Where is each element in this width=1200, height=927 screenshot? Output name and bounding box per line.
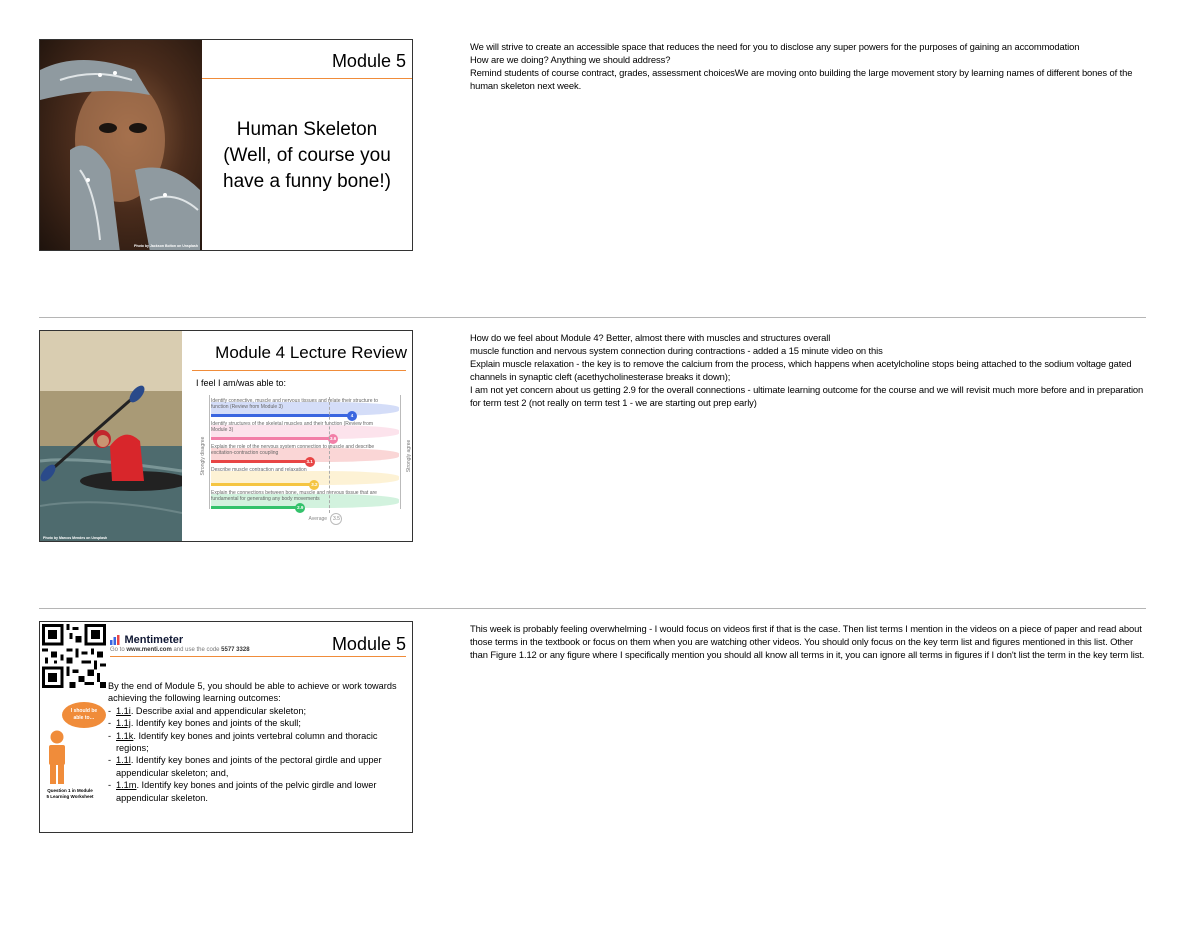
rating-chart	[196, 393, 412, 527]
rating-score-bar	[211, 483, 314, 486]
photo-credit: Photo by Marcos Mendes on Unsplash	[43, 536, 108, 540]
slide-title: Module 4 Lecture Review	[215, 343, 407, 362]
mentimeter-brand: Mentimeter	[124, 633, 184, 646]
section-divider	[39, 317, 1146, 318]
rating-score-dot: 3.2	[309, 480, 319, 490]
kayaker-image	[40, 331, 182, 542]
slide-3-notes	[470, 622, 1146, 661]
notes-line: Explain muscle relaxation - the key is to remove the calcium from the process, which happens when acetylcholine stops being attached to the sodium voltage gated channels in synaptic cleft (acethycholinesterase breaks it down);	[470, 358, 1132, 382]
rating-score-bar	[211, 414, 352, 417]
average-marker-line	[329, 397, 330, 513]
title-underline	[110, 656, 406, 657]
average-value-badge: 3.5	[330, 513, 342, 525]
rating-row	[196, 491, 408, 513]
mentimeter-instruction	[110, 647, 250, 653]
outcome-item	[108, 705, 408, 717]
outcome-code-link[interactable]: 1.1i	[116, 705, 131, 716]
mentimeter-url[interactable]: www.menti.com	[126, 647, 172, 653]
figure-caption: Question 1 in Module 5 Learning Worksheet	[46, 788, 94, 799]
rating-score-dot: 3.6	[328, 434, 338, 444]
rating-row	[196, 468, 408, 490]
title-underline	[202, 78, 412, 79]
slide-1-photo	[40, 40, 202, 251]
rating-item-label: Describe muscle contraction and relaxation	[211, 467, 307, 473]
slide-1-notes	[470, 40, 1146, 92]
outcome-text: . Identify key bones and joints vertebral column and thoracic regions;	[116, 730, 378, 754]
rating-score-bar	[211, 437, 333, 440]
scale-label-right: Strongly agree	[406, 439, 412, 473]
person-icon	[45, 730, 69, 786]
notes-line: I am not yet concern about us getting 2.9 for the overall connections - ultimate learning outcome for the course and we will revisit much more before and in preparation for term test 2 (not really on term test 1 - we are starting out prep early)	[470, 384, 1144, 408]
outcome-code-link[interactable]: 1.1l	[116, 755, 131, 766]
outcome-text: . Identify key bones and joints of the pelvic girdle and lower appendicular skeleton.	[116, 780, 377, 803]
rating-item-label: Identify structures of the skeletal muscles and their function (Review from Module 3)	[211, 421, 374, 433]
notes-line: Remind students of course contract, grades, assessment choicesWe are moving onto building the large movement story by learning names of different bones of the human skeleton next week.	[470, 67, 1133, 91]
rating-item-label: Identify connective, muscle and nervous tissues and relate their structure to function (Review from Module 3)	[211, 398, 379, 410]
slide-2-thumbnail[interactable]	[39, 330, 413, 542]
outcome-text: . Identify key bones and joints of the skull;	[130, 718, 301, 729]
outcome-item	[108, 754, 408, 779]
outcome-item	[108, 717, 408, 729]
notes-line: We will strive to create an accessible space that reduces the need for you to disclose any super powers for the purposes of gaining an accommodation	[470, 41, 1080, 52]
rating-row	[196, 445, 408, 467]
title-underline	[192, 370, 406, 371]
notes-line: muscle function and nervous system connection during contractions - added a 15 minute video on this	[470, 345, 883, 356]
speech-bubble-text: I should be able to…	[70, 708, 98, 721]
rating-row	[196, 399, 408, 421]
slide-title: Module 5	[331, 51, 406, 71]
mentimeter-prefix: Go to	[110, 647, 127, 653]
photo-credit: Photo by Jackson Bolton on Unsplash	[134, 244, 198, 248]
rating-score-dot: 3.1	[305, 457, 315, 467]
notes-line: This week is probably feeling overwhelming - I would focus on videos first if that is the case. Then list terms I mention in the videos on a piece of paper and read about those terms in the textbook or focus on them when you are watching other videos. You should only focus on the key term list and figures mentioned in this list. Other than Figure 1.12 or any figure where I specifically mention you should all know all terms in it, you can ignore all terms in figures if I don't list the term in the key term list.	[470, 623, 1145, 660]
outcome-text: . Identify key bones and joints of the pectoral girdle and upper appendicular skeleton; and,	[116, 755, 382, 778]
rating-item-label: Explain the role of the nervous system connection to muscle and describe excitation-contraction coupling	[211, 444, 375, 456]
speech-bubble	[62, 702, 106, 728]
outcomes-intro: By the end of Module 5, you should be able to achieve or work towards achieving the following learning outcomes:	[108, 681, 397, 704]
slide-3-thumbnail[interactable]	[39, 621, 413, 833]
mentimeter-mid: and use the code	[171, 647, 222, 653]
qr-code-icon	[42, 624, 106, 688]
slide-title: Module 5	[331, 634, 406, 654]
rating-row	[196, 422, 408, 444]
rating-score-dot: 4	[347, 411, 357, 421]
outcomes-list	[108, 705, 408, 804]
rating-score-dot: 2.9	[295, 503, 305, 513]
slide-1-thumbnail[interactable]	[39, 39, 413, 251]
outcome-code-link[interactable]: 1.1k	[116, 730, 134, 741]
rating-score-bar	[211, 506, 300, 509]
slide-intro: I feel I am/was able to:	[196, 378, 287, 388]
scale-label-left: Strongly disagree	[200, 436, 206, 476]
mentimeter-bars-icon	[110, 635, 120, 645]
painted-hands-image	[40, 40, 202, 251]
outcome-item	[108, 779, 408, 804]
rating-item-label: Explain the connections between bone, muscle and nervous tissue that are fundamental for generating any body movements	[211, 490, 377, 502]
outcome-code-link[interactable]: 1.1m	[116, 780, 137, 791]
slide-subtitle: Human Skeleton (Well, of course you have a funny bone!)	[223, 119, 391, 192]
mentimeter-code: 5577 3328	[221, 647, 250, 653]
notes-line: How are we doing? Anything we should address?	[470, 54, 671, 65]
section-divider	[39, 608, 1146, 609]
learning-outcomes	[108, 680, 408, 804]
average-label-text: Average	[308, 516, 328, 522]
outcome-text: . Describe axial and appendicular skeleton;	[130, 705, 307, 716]
slide-2-photo	[40, 331, 182, 542]
average-label	[309, 513, 343, 525]
rating-score-bar	[211, 460, 310, 463]
outcome-item	[108, 730, 408, 755]
notes-line: How do we feel about Module 4? Better, almost there with muscles and structures overall	[470, 332, 831, 343]
outcome-code-link[interactable]: 1.1j	[116, 718, 131, 729]
slide-2-notes	[470, 331, 1146, 409]
